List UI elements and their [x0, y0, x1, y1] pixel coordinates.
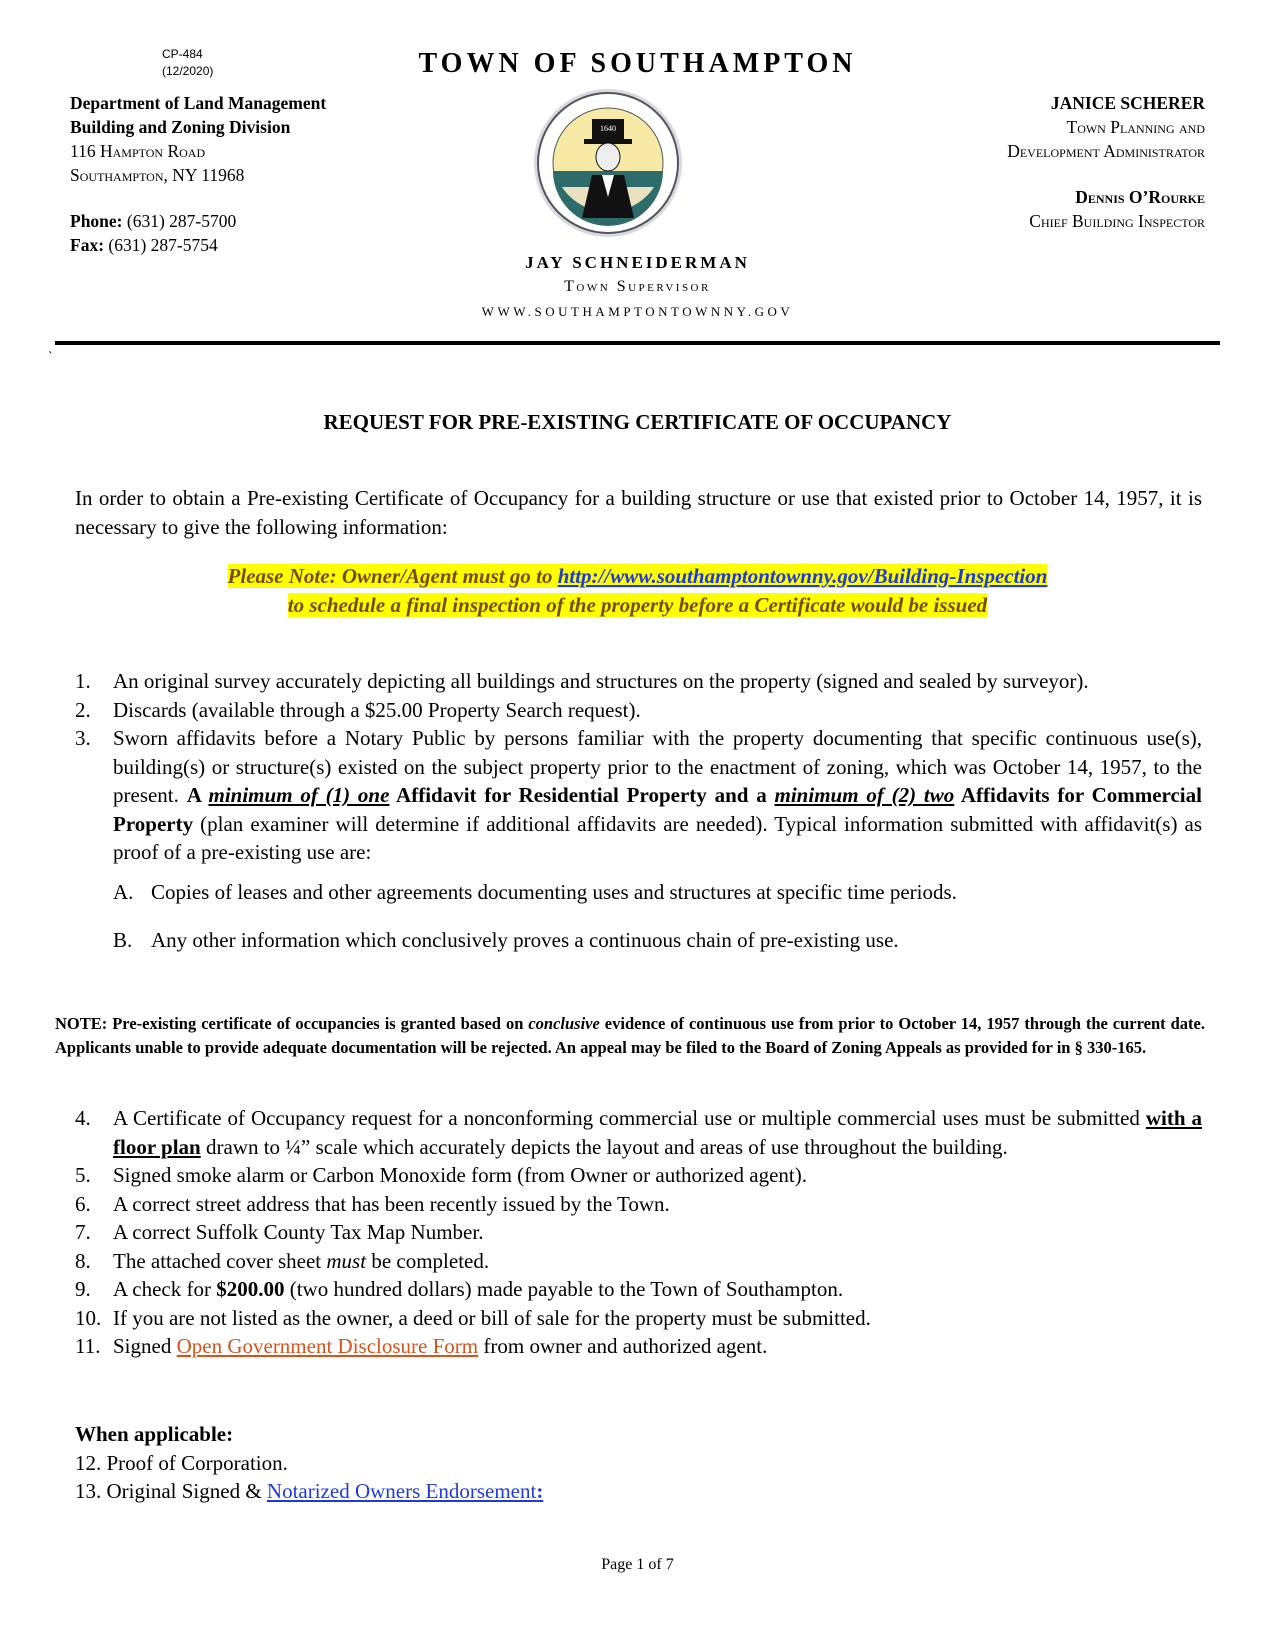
intro-paragraph: In order to obtain a Pre-existing Certificate of Occupancy for a building structure or use that existed prior to October 14, 1957, it is necessary to give the following information: [75, 486, 1202, 539]
phone [70, 209, 326, 233]
svg-text:1640: 1640 [600, 124, 616, 133]
item-number: 5. [75, 1163, 91, 1187]
item-number: 13. [75, 1479, 102, 1503]
item-letter: A. [113, 879, 134, 904]
official-1-title-2: Development Administrator [1007, 141, 1205, 161]
item-text: from owner and authorized agent. [478, 1334, 768, 1358]
item-text: Original Signed & [106, 1479, 267, 1503]
list-item [75, 1477, 1202, 1506]
item-text: A Certificate of Occupancy request for a nonconforming commercial use or multiple commercial uses must be submitted [113, 1106, 1146, 1130]
item-text: The attached cover sheet [113, 1248, 327, 1273]
item-text: (two hundred dollars) made payable to the Town of Southampton. [284, 1277, 844, 1301]
list-item [75, 1275, 1202, 1304]
town-seal-icon [532, 87, 684, 239]
building-inspection-link[interactable]: http://www.southamptontownny.gov/Building-Inspection [557, 564, 1048, 588]
notice-line-1 [228, 564, 1048, 588]
notice-line-2: to schedule a final inspection of the property before a Certificate would be issued [287, 593, 988, 617]
item-text: drawn to ¼” scale which accurately depicts the layout and areas of use throughout the building. [200, 1134, 1008, 1159]
item-number: 6. [75, 1191, 91, 1216]
item-text: Proof of Corporation. [106, 1450, 288, 1475]
when-applicable-section [75, 1420, 1202, 1506]
list-item [75, 1161, 1202, 1190]
official-1-name: JANICE SCHERER [1050, 93, 1205, 113]
fax-label: Fax: [70, 235, 105, 255]
phone-label: Phone: [70, 211, 123, 231]
official-1-title-1: Town Planning and [1066, 117, 1205, 137]
item-colon: : [536, 1479, 544, 1503]
notice-prefix: Please Note: Owner/Agent must go to [227, 564, 558, 588]
inspection-notice [0, 562, 1275, 620]
address-line-1: 116 Hampton Road [70, 141, 206, 161]
item-text: be completed. [366, 1248, 490, 1273]
item-number: 4. [75, 1106, 91, 1130]
list-item [75, 724, 1202, 867]
department-block [70, 91, 326, 257]
item-number: 7. [75, 1220, 91, 1244]
when-applicable-label: When applicable: [75, 1422, 234, 1446]
item-number: 10. [75, 1305, 102, 1330]
list-item [75, 1190, 1202, 1219]
item-text: A correct Suffolk County Tax Map Number. [113, 1220, 484, 1244]
list-item [75, 1247, 1202, 1276]
item-number: 11. [75, 1334, 101, 1358]
form-revision: (12/2020) [162, 64, 214, 78]
item-text: Copies of leases and other agreements documenting uses and structures at specific time periods. [151, 879, 957, 904]
item-number: 1. [75, 669, 91, 693]
pre-existing-note [55, 1012, 1205, 1059]
item-number: 2. [75, 697, 91, 722]
note-text: NOTE: Pre-existing certificate of occupancies is granted based on [55, 1014, 529, 1033]
department-name: Department of Land Management [70, 93, 327, 113]
list-item [75, 1332, 1202, 1361]
supervisor-title: Town Supervisor [564, 278, 711, 295]
list-item [75, 1218, 1202, 1247]
item-emphasis: must [326, 1248, 367, 1273]
item-letter: B. [113, 928, 133, 952]
item-number: 3. [75, 726, 91, 750]
page-number: Page 1 of 7 [601, 1556, 674, 1573]
item-bold: A [186, 783, 209, 807]
item-number: 12. [75, 1450, 102, 1475]
item-number: 8. [75, 1248, 91, 1273]
supervisor-name: JAY SCHNEIDERMAN [525, 253, 750, 272]
stray-mark: ` [48, 350, 53, 365]
form-number: CP-484 [162, 47, 203, 61]
note-emphasis: conclusive [528, 1014, 600, 1033]
requirements-list-continued [75, 1104, 1202, 1361]
item-number: 9. [75, 1277, 91, 1301]
item-text: If you are not listed as the owner, a deed or bill of sale for the property must be submitted. [113, 1305, 871, 1330]
official-2-name: Dennis O’Rourke [1075, 187, 1205, 207]
officials-block [1007, 91, 1205, 233]
item-text: A check for [113, 1277, 217, 1301]
list-item [75, 696, 1202, 725]
item-emphasis: with a floor plan [113, 1106, 1202, 1159]
list-item [75, 1104, 1202, 1161]
list-item [75, 667, 1202, 696]
header-divider [55, 341, 1220, 345]
page-title: REQUEST FOR PRE-EXISTING CERTIFICATE OF OCCUPANCY [323, 410, 952, 434]
item-bold: Affidavit for Residential Property and a [389, 783, 775, 807]
address-line-2: Southampton, NY 11968 [70, 165, 245, 185]
list-item [75, 1304, 1202, 1333]
requirements-list [75, 667, 1202, 955]
item-text: Discards (available through a $25.00 Property Search request). [113, 697, 641, 722]
official-2-title: Chief Building Inspector [1029, 211, 1205, 231]
item-emphasis: minimum of (2) two [774, 783, 955, 807]
sub-list-item [75, 926, 1202, 955]
list-item [75, 1449, 1202, 1478]
fee-amount: $200.00 [216, 1277, 285, 1301]
website-link[interactable]: WWW.SOUTHAMPTONTOWNNY.GOV [481, 304, 794, 319]
item-emphasis: minimum of (1) one [208, 783, 390, 807]
disclosure-form-link[interactable]: Open Government Disclosure Form [176, 1334, 479, 1358]
sub-list-item [75, 878, 1202, 907]
phone-number: (631) 287-5700 [122, 211, 237, 231]
town-title: TOWN OF SOUTHAMPTON [418, 48, 857, 79]
note-text: evidence of continuous use from prior to October 14, 1957 through the current date. Applicants unable to provide adequate documentation will be rejected. An appeal may be filed to the Board of Zoning Appeals as provided for in § 330-165. [55, 1014, 1205, 1057]
item-text: Sworn affidavits before a Notary Public by persons familiar with the property documenting that specific continuous use(s), building(s) or structure(s) existed on the subject property prior to the enactment of zoning, which was October 14, 1957, to the present. [113, 726, 1202, 807]
item-text: (plan examiner will determine if additional affidavits are needed). Typical information submitted with affidavit(s) as proof of a pre-existing use are: [113, 811, 1202, 864]
owners-endorsement-link[interactable]: Notarized Owners Endorsement [266, 1479, 537, 1503]
item-text: A correct street address that has been recently issued by the Town. [113, 1191, 670, 1216]
division-name: Building and Zoning Division [70, 117, 291, 137]
item-text: An original survey accurately depicting all buildings and structures on the property (signed and sealed by surveyor). [113, 669, 1089, 693]
item-text: Signed [113, 1334, 177, 1358]
item-text: Any other information which conclusively proves a continuous chain of pre-existing use. [151, 928, 899, 952]
fax-number: (631) 287-5754 [104, 235, 218, 255]
item-text: Signed smoke alarm or Carbon Monoxide form (from Owner or authorized agent). [113, 1163, 807, 1187]
item-bold: Affidavits for Commercial Property [113, 783, 1202, 836]
